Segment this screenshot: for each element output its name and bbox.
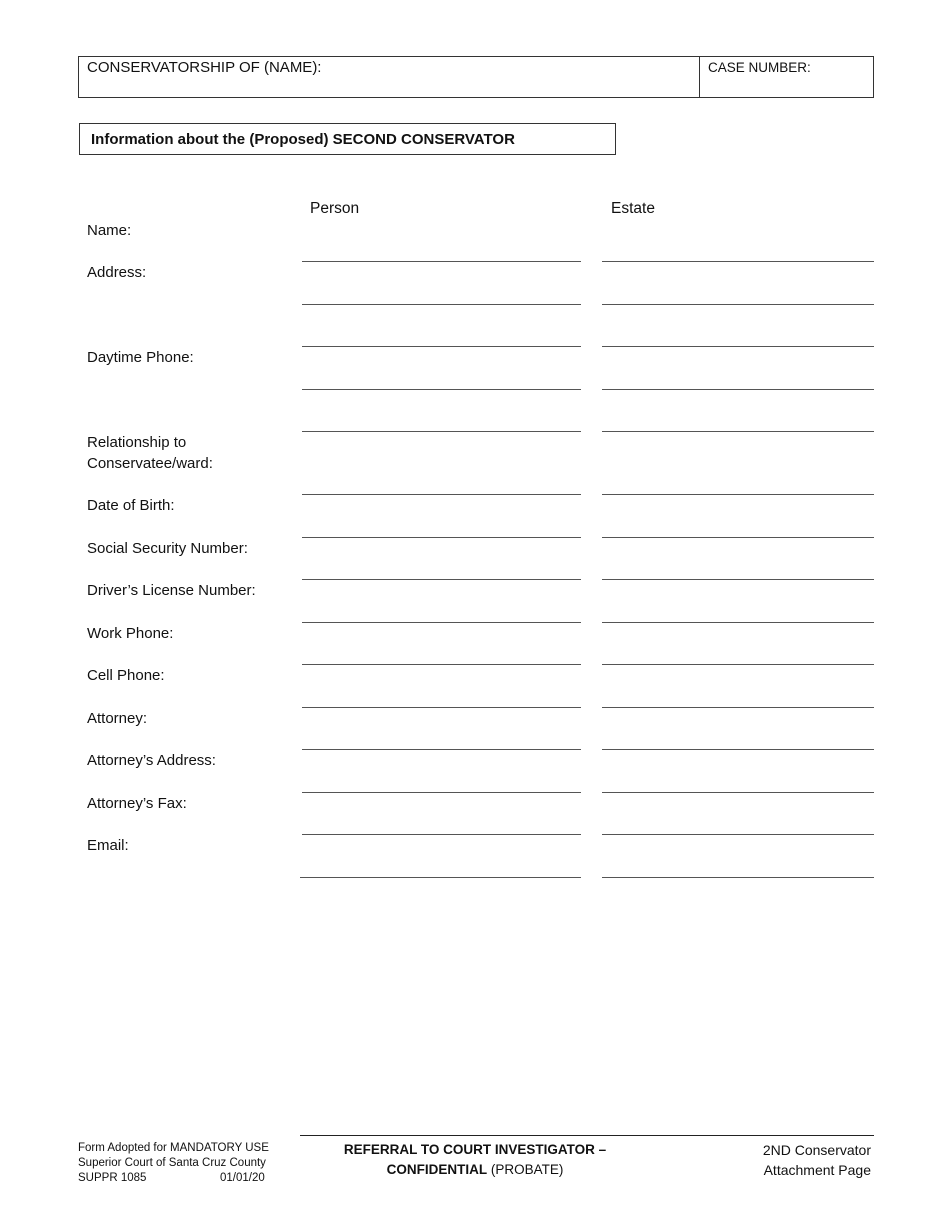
person-date-of-birth-line[interactable] — [302, 537, 581, 538]
person-daytime-phone-line[interactable] — [302, 389, 581, 390]
conservatorship-name-label: CONSERVATORSHIP OF (NAME): — [87, 59, 322, 76]
footer-adopted-text: Form Adopted for MANDATORY USE — [78, 1142, 269, 1154]
person-relationship-line[interactable] — [302, 494, 581, 495]
estate-attorney-address-line[interactable] — [602, 792, 874, 793]
person-attorney-address-line[interactable] — [302, 792, 581, 793]
footer-rule — [300, 1135, 874, 1136]
footer-court-name: Superior Court of Santa Cruz County — [78, 1157, 266, 1169]
estate-ssn-line[interactable] — [602, 579, 874, 580]
person-work-phone-line[interactable] — [302, 664, 581, 665]
person-cell-phone-line[interactable] — [302, 707, 581, 708]
estate-date-of-birth-line[interactable] — [602, 537, 874, 538]
estate-attorney-fax-line[interactable] — [602, 834, 874, 835]
person-attorney-fax-line[interactable] — [302, 834, 581, 835]
estate-email-line[interactable] — [602, 877, 874, 878]
email-label: Email: — [87, 837, 129, 854]
person-extra-line[interactable] — [302, 431, 581, 432]
estate-drivers-license-line[interactable] — [602, 622, 874, 623]
person-ssn-line[interactable] — [302, 579, 581, 580]
address-label: Address: — [87, 264, 147, 281]
footer-form-number: SUPPR 1085 — [78, 1172, 147, 1184]
footer-confidential: CONFIDENTIAL — [386, 1162, 488, 1177]
daytime-phone-label: Daytime Phone: — [87, 349, 194, 366]
estate-address-line-2[interactable] — [602, 346, 874, 347]
relationship-label-line2: Conservatee/ward: — [87, 455, 213, 472]
section-title: Information about the (Proposed) SECOND CONSERVATOR — [91, 131, 515, 148]
footer-probate: (PROBATE) — [487, 1162, 564, 1177]
estate-attorney-line[interactable] — [602, 749, 874, 750]
estate-relationship-line[interactable] — [602, 494, 874, 495]
case-number-label: CASE NUMBER: — [708, 60, 811, 75]
estate-cell-phone-line[interactable] — [602, 707, 874, 708]
person-address-line-2[interactable] — [302, 346, 581, 347]
footer-form-title-line2 — [325, 1160, 625, 1180]
person-drivers-license-line[interactable] — [302, 622, 581, 623]
work-phone-label: Work Phone: — [87, 625, 174, 642]
attorney-label: Attorney: — [87, 710, 148, 727]
estate-name-line[interactable] — [602, 261, 874, 262]
attorney-fax-label: Attorney’s Fax: — [87, 795, 187, 812]
header-divider — [699, 56, 700, 98]
estate-column-header: Estate — [611, 200, 655, 217]
relationship-label-line1: Relationship to — [87, 434, 187, 451]
footer-form-date: 01/01/20 — [220, 1172, 265, 1184]
footer-form-title-line1: REFERRAL TO COURT INVESTIGATOR – — [343, 1142, 607, 1157]
footer-page-name-line1: 2ND Conservator — [762, 1142, 871, 1158]
date-of-birth-label: Date of Birth: — [87, 497, 175, 514]
person-email-line[interactable] — [300, 877, 581, 878]
cell-phone-label: Cell Phone: — [87, 667, 165, 684]
person-column-header: Person — [310, 200, 360, 217]
person-name-line[interactable] — [302, 261, 581, 262]
estate-work-phone-line[interactable] — [602, 664, 874, 665]
person-address-line-1[interactable] — [302, 304, 581, 305]
footer-page-name-line2: Attachment Page — [763, 1162, 871, 1178]
drivers-license-label: Driver’s License Number: — [87, 582, 256, 599]
person-attorney-line[interactable] — [302, 749, 581, 750]
estate-address-line-1[interactable] — [602, 304, 874, 305]
attorney-address-label: Attorney’s Address: — [87, 752, 216, 769]
name-label: Name: — [87, 222, 132, 239]
estate-daytime-phone-line[interactable] — [602, 389, 874, 390]
estate-extra-line[interactable] — [602, 431, 874, 432]
ssn-label: Social Security Number: — [87, 540, 248, 557]
